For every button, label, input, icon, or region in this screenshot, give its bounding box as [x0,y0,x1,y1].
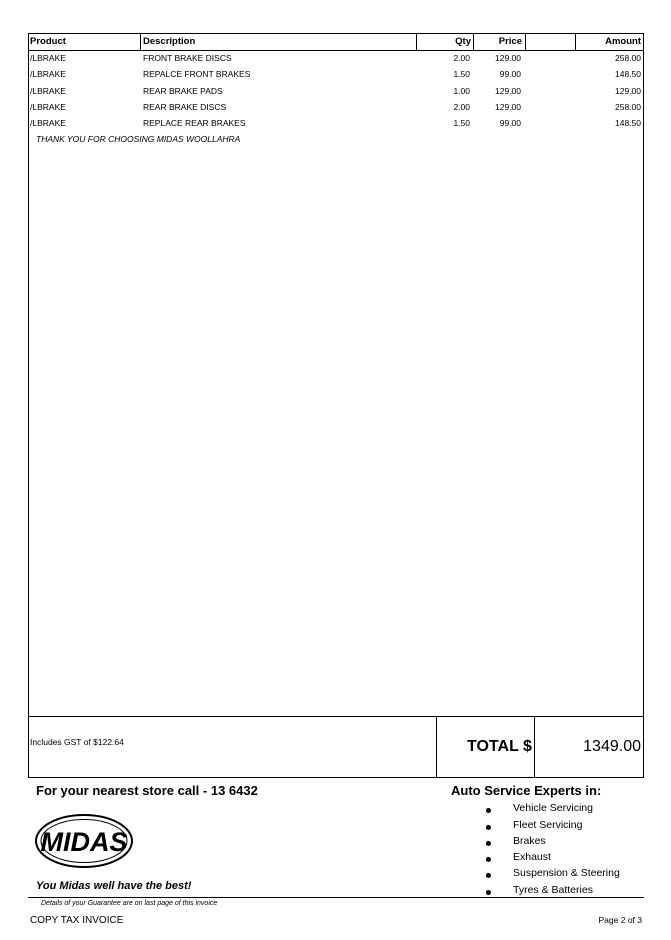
store-call-text: For your nearest store call - 13 6432 [36,783,258,798]
row-description: FRONT BRAKE DISCS [143,53,232,63]
service-item: Brakes [513,835,546,847]
header-price: Price [498,36,522,47]
service-item: Exhaust [513,851,551,863]
header-amount: Amount [605,36,641,47]
row-amount: 148.50 [615,118,641,128]
invoice-frame [28,33,644,778]
header-divider [28,50,644,51]
row-description: REAR BRAKE DISCS [143,102,227,112]
page-number: Page 2 of 3 [598,915,642,925]
footer-divider [28,897,644,898]
service-item: Suspension & Steering [513,867,620,879]
row-price: 129.00 [495,102,521,112]
experts-title: Auto Service Experts in: [451,783,602,798]
row-price: 99.00 [499,69,521,79]
row-product: /LBRAKE [30,69,66,79]
gst-text: Includes GST of $122.64 [30,737,124,747]
bullet-icon [486,873,491,878]
column-divider [525,33,526,50]
totals-divider [28,716,644,717]
row-amount: 148.50 [615,69,641,79]
service-item: Vehicle Servicing [513,802,593,814]
row-amount: 258.00 [615,102,641,112]
row-qty: 1.50 [453,69,470,79]
thank-you-note: THANK YOU FOR CHOOSING MIDAS WOOLLAHRA [36,134,241,144]
bullet-icon [486,808,491,813]
totals-divider-left [436,716,437,778]
row-amount: 258.00 [615,53,641,63]
row-qty: 1.50 [453,118,470,128]
guarantee-note: Details of your Guarantee are on last page of this invoice [41,900,218,907]
row-qty: 2.00 [453,102,470,112]
totals-divider-right [534,716,535,778]
column-divider [416,33,417,50]
bullet-icon [486,841,491,846]
header-description: Description [143,36,196,47]
copy-tax-invoice-label: COPY TAX INVOICE [30,915,124,926]
service-item: Fleet Servicing [513,819,583,831]
column-divider [473,33,474,50]
row-qty: 2.00 [453,53,470,63]
row-qty: 1.00 [453,86,470,96]
midas-logo [32,808,136,874]
row-price: 99.00 [499,118,521,128]
bullet-icon [486,825,491,830]
column-divider [140,33,141,50]
header-qty: Qty [455,36,471,47]
header-product: Product [30,36,66,47]
service-item: Tyres & Batteries [513,884,593,896]
total-value: 1349.00 [583,738,641,755]
row-product: /LBRAKE [30,118,66,128]
row-price: 129.00 [495,53,521,63]
total-label: TOTAL $ [467,738,532,755]
row-product: /LBRAKE [30,102,66,112]
row-price: 129.00 [495,86,521,96]
row-description: REPALCE FRONT BRAKES [143,69,251,79]
tagline: You Midas well have the best! [36,880,192,892]
bullet-icon [486,857,491,862]
row-description: REPLACE REAR BRAKES [143,118,246,128]
row-product: /LBRAKE [30,53,66,63]
logo-text: MIDAS [40,827,128,857]
row-amount: 129.00 [615,86,641,96]
column-divider [575,33,576,50]
row-product: /LBRAKE [30,86,66,96]
row-description: REAR BRAKE PADS [143,86,223,96]
bullet-icon [486,890,491,895]
